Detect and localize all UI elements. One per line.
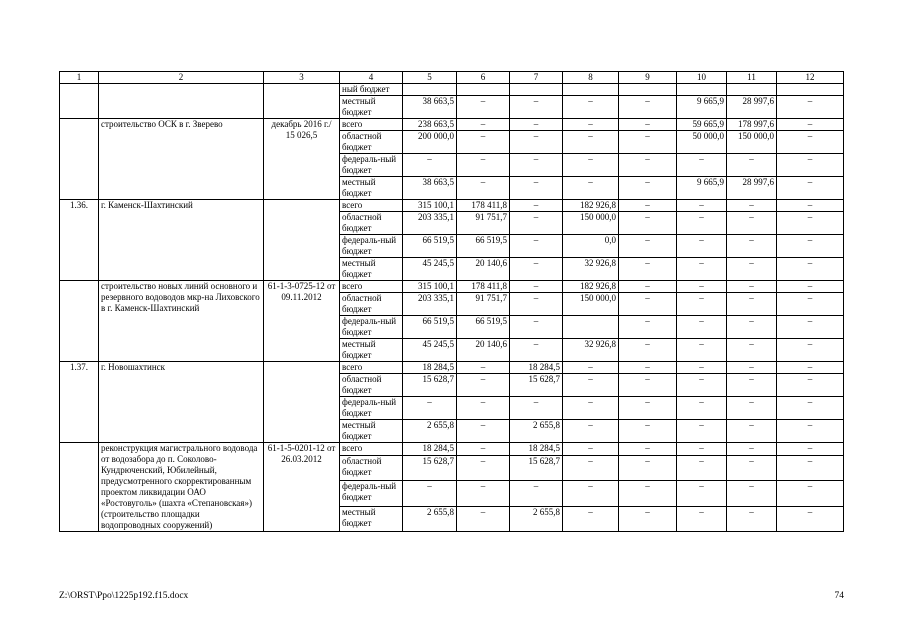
object-name: реконструкция магистрального водовода от водозабора до п. Соколово-Кундрюченский, Юбилейный, предусмотренного скорректированным проектом ликвидации ОАО «Ростовуголь» (шахта «Степановская») (строительство площадки водопроводных сооружений) [99,443,264,532]
value-cell: – [677,443,727,456]
table-row [60,362,844,374]
page-number: 74 [834,591,844,601]
value-cell: – [563,131,619,154]
header-row [60,72,844,84]
funding-source: местный бюджет [340,177,403,200]
table-row [60,84,844,96]
funding-source: всего [340,443,403,456]
value-cell: – [619,420,677,443]
value-cell: – [727,154,777,177]
value-cell: – [777,420,844,443]
funding-source: федераль-ный бюджет [340,481,403,506]
value-cell: 20 140,6 [457,258,510,281]
value-cell: – [777,362,844,374]
value-cell: – [510,293,563,316]
value-cell: – [510,339,563,362]
funding-source: федераль-ный бюджет [340,235,403,258]
value-cell: 66 519,5 [403,235,457,258]
value-cell: – [727,235,777,258]
table-row [60,281,844,293]
value-cell: – [677,281,727,293]
value-cell: 178 411,8 [457,281,510,293]
value-cell: 2 655,8 [403,420,457,443]
value-cell: 2 655,8 [403,506,457,531]
value-cell: – [677,481,727,506]
value-cell: – [457,506,510,531]
value-cell: – [777,506,844,531]
value-cell: – [619,119,677,131]
funding-source: местный бюджет [340,420,403,443]
value-cell: – [563,154,619,177]
object-name: строительство ОСК в г. Зверево [99,119,264,200]
value-cell: – [727,456,777,481]
funding-source: областной бюджет [340,131,403,154]
value-cell: – [777,177,844,200]
value-cell: – [510,281,563,293]
header-cell: 10 [677,72,727,84]
value-cell: 45 245,5 [403,258,457,281]
value-cell: 18 284,5 [510,443,563,456]
value-cell: – [727,420,777,443]
value-cell: – [403,481,457,506]
value-cell [619,84,677,96]
value-cell: – [619,212,677,235]
value-cell: – [677,293,727,316]
value-cell: 38 663,5 [403,96,457,119]
value-cell: – [727,339,777,362]
funding-source: местный бюджет [340,339,403,362]
value-cell: – [677,258,727,281]
value-cell: – [727,397,777,420]
document-ref [264,84,340,119]
value-cell: – [510,119,563,131]
value-cell: 203 335,1 [403,293,457,316]
funding-source: областной бюджет [340,456,403,481]
value-cell: – [777,374,844,397]
budget-table [59,71,844,532]
value-cell: 32 926,8 [563,258,619,281]
value-cell: – [619,397,677,420]
funding-source: местный бюджет [340,96,403,119]
value-cell: – [777,481,844,506]
value-cell: – [510,481,563,506]
value-cell: – [619,506,677,531]
value-cell: 15 628,7 [403,374,457,397]
value-cell: – [677,362,727,374]
value-cell: – [510,397,563,420]
value-cell: – [677,506,727,531]
value-cell: 50 000,0 [677,131,727,154]
funding-source: всего [340,200,403,212]
value-cell: 200 000,0 [403,131,457,154]
item-number [60,281,99,362]
value-cell: – [727,506,777,531]
value-cell: – [677,154,727,177]
value-cell: – [777,235,844,258]
value-cell [510,84,563,96]
value-cell: 28 997,6 [727,177,777,200]
value-cell: 45 245,5 [403,339,457,362]
value-cell: 66 519,5 [457,235,510,258]
value-cell: – [777,96,844,119]
value-cell: – [563,456,619,481]
object-name: г. Каменск-Шахтинский [99,200,264,281]
value-cell: – [619,443,677,456]
value-cell: – [563,481,619,506]
object-name [99,84,264,119]
value-cell: 2 655,8 [510,420,563,443]
item-number [60,119,99,200]
funding-source: федераль-ный бюджет [340,397,403,420]
value-cell: – [777,131,844,154]
value-cell: 59 665,9 [677,119,727,131]
table-row [60,443,844,456]
value-cell: 238 663,5 [403,119,457,131]
value-cell: – [563,374,619,397]
table-row [60,200,844,212]
value-cell: – [619,200,677,212]
funding-source: всего [340,281,403,293]
value-cell: 150 000,0 [563,293,619,316]
value-cell: – [777,443,844,456]
value-cell: – [677,339,727,362]
value-cell: – [457,177,510,200]
item-number [60,443,99,532]
value-cell: – [777,200,844,212]
value-cell: – [677,212,727,235]
value-cell: – [457,374,510,397]
value-cell: – [510,212,563,235]
value-cell: 18 284,5 [403,443,457,456]
value-cell: – [619,281,677,293]
value-cell: 15 628,7 [510,456,563,481]
header-cell: 5 [403,72,457,84]
value-cell: – [677,316,727,339]
value-cell: – [777,456,844,481]
funding-source: федераль-ный бюджет [340,154,403,177]
value-cell: – [777,281,844,293]
value-cell: 9 665,9 [677,177,727,200]
value-cell: 150 000,0 [563,212,619,235]
value-cell: 91 751,7 [457,212,510,235]
value-cell: – [727,443,777,456]
value-cell: – [457,119,510,131]
value-cell: – [777,397,844,420]
header-cell: 2 [99,72,264,84]
value-cell: 178 411,8 [457,200,510,212]
value-cell: 18 284,5 [510,362,563,374]
value-cell: – [510,258,563,281]
value-cell: – [777,154,844,177]
value-cell: – [403,154,457,177]
funding-source: областной бюджет [340,212,403,235]
value-cell: – [510,96,563,119]
value-cell: – [677,397,727,420]
value-cell: – [457,481,510,506]
value-cell: 315 100,1 [403,281,457,293]
value-cell: 9 665,9 [677,96,727,119]
value-cell: – [403,397,457,420]
value-cell: – [457,154,510,177]
value-cell: 15 628,7 [403,456,457,481]
value-cell: – [727,293,777,316]
object-name: строительство новых линий основного и резервного водоводов мкр-на Лиховского в г. Каменск-Шахтинский [99,281,264,362]
value-cell: – [777,293,844,316]
header-cell: 3 [264,72,340,84]
value-cell: – [563,119,619,131]
value-cell: 66 519,5 [457,316,510,339]
value-cell [563,84,619,96]
document-ref: декабрь 2016 г./ 15 026,5 [264,119,340,200]
value-cell: 15 628,7 [510,374,563,397]
value-cell: – [677,456,727,481]
value-cell: 66 519,5 [403,316,457,339]
value-cell: 32 926,8 [563,339,619,362]
value-cell: – [619,177,677,200]
value-cell: – [777,212,844,235]
funding-source: областной бюджет [340,374,403,397]
header-cell: 6 [457,72,510,84]
value-cell: – [457,96,510,119]
value-cell: – [619,96,677,119]
value-cell: – [457,420,510,443]
value-cell: – [619,293,677,316]
value-cell: 315 100,1 [403,200,457,212]
header-cell: 4 [340,72,403,84]
document-ref: 61-1-3-0725-12 от 09.11.2012 [264,281,340,362]
value-cell [457,84,510,96]
table-row [60,119,844,131]
item-number [60,84,99,119]
value-cell: – [457,397,510,420]
header-cell: 12 [777,72,844,84]
value-cell: 28 997,6 [727,96,777,119]
value-cell: – [727,212,777,235]
document-ref: 61-1-5-0201-12 от 26.03.2012 [264,443,340,532]
document-ref [264,200,340,281]
value-cell: 182 926,8 [563,281,619,293]
value-cell: – [457,362,510,374]
header-cell: 11 [727,72,777,84]
value-cell: – [457,456,510,481]
value-cell: – [510,200,563,212]
value-cell: – [563,420,619,443]
value-cell: – [510,131,563,154]
value-cell: 18 284,5 [403,362,457,374]
value-cell: – [619,235,677,258]
value-cell: – [727,281,777,293]
funding-source: местный бюджет [340,506,403,531]
funding-source: ный бюджет [340,84,403,96]
funding-source: всего [340,362,403,374]
value-cell: – [510,177,563,200]
value-cell: – [619,481,677,506]
value-cell: – [563,397,619,420]
funding-source: местный бюджет [340,258,403,281]
funding-source: всего [340,119,403,131]
value-cell: 38 663,5 [403,177,457,200]
value-cell: – [677,200,727,212]
funding-source: областной бюджет [340,293,403,316]
value-cell: – [619,456,677,481]
document-ref [264,362,340,443]
value-cell: – [510,154,563,177]
value-cell: – [619,339,677,362]
value-cell: – [563,96,619,119]
header-cell: 1 [60,72,99,84]
object-name: г. Новошахтинск [99,362,264,443]
item-number: 1.37. [60,362,99,443]
value-cell: 91 751,7 [457,293,510,316]
value-cell: 203 335,1 [403,212,457,235]
value-cell [777,84,844,96]
file-path: Z:\ORST\Ppo\1225p192.f15.docx [59,591,189,601]
value-cell: 178 997,6 [727,119,777,131]
value-cell: – [619,374,677,397]
value-cell: – [777,316,844,339]
value-cell: – [563,443,619,456]
value-cell: – [677,235,727,258]
value-cell: – [777,339,844,362]
value-cell: – [727,200,777,212]
value-cell: – [457,443,510,456]
value-cell: – [457,131,510,154]
header-cell: 7 [510,72,563,84]
value-cell: – [677,374,727,397]
value-cell: – [510,316,563,339]
value-cell: – [677,420,727,443]
value-cell: – [727,316,777,339]
value-cell: – [563,177,619,200]
value-cell: – [563,506,619,531]
value-cell: – [619,154,677,177]
value-cell: – [727,362,777,374]
value-cell: – [727,374,777,397]
value-cell [563,316,619,339]
value-cell: – [510,235,563,258]
header-cell: 8 [563,72,619,84]
value-cell [727,84,777,96]
value-cell: – [619,258,677,281]
value-cell: 20 140,6 [457,339,510,362]
value-cell: 182 926,8 [563,200,619,212]
value-cell: 0,0 [563,235,619,258]
value-cell: – [619,131,677,154]
value-cell [403,84,457,96]
item-number: 1.36. [60,200,99,281]
value-cell: – [727,258,777,281]
value-cell: – [777,258,844,281]
value-cell [677,84,727,96]
value-cell: – [777,119,844,131]
value-cell: 150 000,0 [727,131,777,154]
value-cell: – [727,481,777,506]
header-cell: 9 [619,72,677,84]
value-cell: – [619,362,677,374]
value-cell: – [619,316,677,339]
value-cell: – [563,362,619,374]
value-cell: 2 655,8 [510,506,563,531]
funding-source: федераль-ный бюджет [340,316,403,339]
